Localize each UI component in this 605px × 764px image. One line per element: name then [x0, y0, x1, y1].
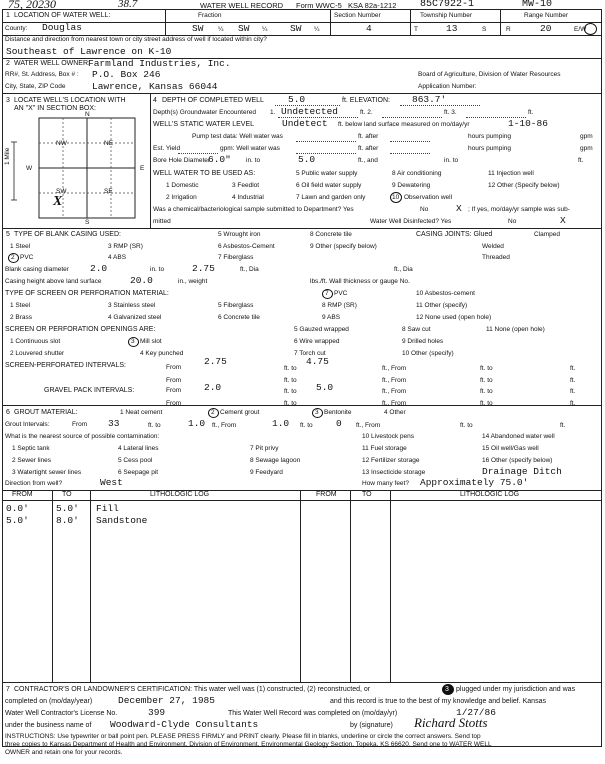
location-x-mark: X: [53, 194, 63, 209]
owner-label: WATER WELL OWNER:: [14, 60, 90, 67]
business-label: under the business name of: [5, 722, 92, 729]
form-number: Form WWC-5: [296, 1, 342, 10]
height-label: Casing height above land surface: [5, 278, 102, 285]
svg-text:ft. to: ft. to: [148, 422, 161, 428]
src-lagoon: 8 Sewage lagoon: [250, 457, 301, 464]
casing-welded: Welded: [482, 243, 504, 250]
south-label: S: [85, 219, 90, 226]
casing-fiberglass: 7 Fiberglass: [218, 254, 254, 261]
section7-number: 7: [6, 686, 10, 693]
screen-label: TYPE OF SCREEN OR PERFORATION MATERIAL:: [5, 290, 169, 297]
gw-ft3: ft. 3.: [444, 109, 457, 116]
table-row: 5.0': [6, 515, 29, 526]
diam-to-value: 2.75: [192, 263, 215, 274]
gp-label: GRAVEL PACK INTERVALS:: [44, 387, 135, 394]
township-label: Township Number: [420, 12, 473, 19]
screen-pvc: PVC: [334, 290, 348, 297]
range-ew: E/W: [574, 26, 587, 33]
west-label: W: [26, 165, 33, 172]
height-lbs: lbs./ft. Wall thickness or gauge No.: [310, 278, 410, 285]
src-pit: 7 Pit privy: [250, 445, 279, 452]
height-value: 20.0: [130, 275, 153, 286]
disinfected-no-mark: X: [560, 215, 566, 226]
elevation-value: 863.7': [412, 94, 447, 105]
screen-concrete: 6 Concrete tile: [218, 314, 260, 321]
height-tail: in., weight: [178, 278, 208, 285]
src-septic: 1 Septic tank: [12, 445, 50, 452]
casing-steel: 1 Steel: [10, 243, 31, 250]
screen-none: 12 None used (open hole): [416, 314, 492, 321]
screen-steel: 1 Steel: [10, 302, 31, 309]
diam-ft-dia-2: ft., Dia: [394, 266, 413, 273]
src-livestock: 10 Livestock pens: [362, 433, 415, 440]
quarter-symbol-2: ¼: [262, 26, 268, 33]
openings-saw: 8 Saw cut: [402, 326, 431, 333]
interval-rules: [160, 360, 600, 410]
casing-pvc-num: 2: [11, 254, 15, 261]
casing-concrete: 8 Concrete tile: [310, 231, 352, 238]
bore-label: Bore Hole Diameter: [153, 157, 211, 164]
city-label: City, State, ZIP Code: [5, 83, 66, 90]
section3-label-1: LOCATE WELL'S LOCATION WITH: [14, 97, 126, 104]
svg-text:ft. to: ft. to: [480, 377, 493, 384]
grout-from-value: 33: [108, 418, 120, 429]
log-header-to: TO: [62, 491, 72, 498]
grout-intervals-label: Grout Intervals:: [5, 421, 50, 428]
svg-text:ft. to: ft. to: [480, 365, 493, 372]
screen-pvc-num: 7: [325, 290, 329, 297]
src-seepage: 6 Seepage pit: [118, 469, 159, 476]
svg-text:ft. to: ft. to: [480, 388, 493, 395]
chem-no-mark: X: [456, 203, 462, 214]
use-domestic: 1 Domestic: [166, 182, 199, 189]
township-s: S: [482, 26, 487, 33]
openings-key: 4 Key punched: [140, 350, 184, 357]
pump-after: ft. after: [358, 133, 379, 140]
openings-other: 10 Other (specify): [402, 350, 454, 357]
openings-gauzed: 5 Gauzed wrapped: [294, 326, 349, 333]
sp-label: SCREEN-PERFORATED INTERVALS:: [5, 362, 126, 369]
screen-abs: 9 ABS: [322, 314, 341, 321]
src-other: 16 Other (specify below): [482, 457, 553, 464]
section-number: 4: [366, 23, 372, 34]
static-value: Undetect: [282, 118, 328, 129]
nw-label: NW: [56, 140, 67, 147]
grout-cement-num: 2: [211, 409, 215, 416]
log-header-from: FROM: [12, 491, 33, 498]
src-feedyard: 9 Feedyard: [250, 469, 283, 476]
ft-elevation-label: ft. ELEVATION:: [342, 97, 390, 104]
sp-from-value: 2.75: [204, 356, 227, 367]
screen-galvanized: 4 Galvanized steel: [108, 314, 162, 321]
section3-number: 3: [6, 97, 10, 104]
section-number-label: Section Number: [334, 12, 381, 19]
yield-gpm-unit: gpm: [580, 145, 593, 152]
svg-text:ft. to: ft. to: [480, 400, 493, 407]
openings-drilled: 9 Drilled holes: [402, 338, 444, 345]
quarter-symbol-3: ¼: [314, 26, 320, 33]
grout-other: 4 Other: [384, 409, 406, 416]
grout-to2-value: 0: [336, 418, 342, 429]
city-value: Lawrence, Kansas 66044: [92, 81, 218, 92]
distance-label: Distance and direction from nearest town or city street address of well if located within city?: [5, 36, 267, 43]
svg-text:ft., From: ft., From: [382, 400, 407, 407]
grout-label: GROUT MATERIAL:: [14, 409, 78, 416]
grout-from2-value: 1.0: [272, 418, 290, 429]
gw-label: Depth(s) Groundwater Encountered: [153, 109, 256, 116]
sp-to-value: 4.75: [306, 356, 329, 367]
casing-other: 9 Other (specify below): [310, 243, 377, 250]
diam-ft-dia: ft., Dia: [240, 266, 259, 273]
quarter-2: SW: [238, 23, 250, 34]
instructions-2: three copies to Kansas Department of Health and Environment, Division of Environment, Environmental Geology Section, Topeka, KS 66620. Send one to WATER WELL: [5, 741, 492, 748]
well-id: MW-10: [522, 0, 553, 10]
casing-clamped: Clamped: [534, 231, 561, 238]
gp-from-label: From: [166, 387, 182, 394]
table-row: Fill: [96, 503, 119, 514]
gp-from-value: 2.0: [204, 382, 222, 393]
svg-text:ft. to: ft. to: [284, 377, 297, 384]
src-fuel: 11 Fuel storage: [362, 445, 407, 452]
range-value: 20: [540, 23, 552, 34]
use-label: WELL WATER TO BE USED AS:: [153, 170, 256, 177]
project-number: 85C7922-1: [420, 0, 475, 10]
section1-number: 1: [6, 12, 10, 19]
table-row: 8.0': [56, 515, 79, 526]
src-cess: 5 Cess pool: [118, 457, 153, 464]
completed2-value: 1/27/86: [456, 707, 496, 718]
section3-label-2: AN "X" IN SECTION BOX:: [14, 105, 96, 112]
yield-label: Est. Yield: [153, 145, 181, 152]
src-abandoned: 14 Abandoned water well: [482, 433, 555, 440]
use-feedlot: 3 Feedlot: [232, 182, 260, 189]
grout-to-value: 1.0: [188, 418, 206, 429]
ew-circle: [584, 23, 597, 35]
screen-fiberglass: 5 Fiberglass: [218, 302, 254, 309]
use-injection: 11 Injection well: [488, 170, 534, 177]
grout-bentonite-num: 3: [315, 409, 319, 416]
mile-label: 1 Mile: [4, 147, 11, 165]
openings-torch: 7 Torch cut: [294, 350, 326, 357]
gw-1-value: Undetected: [281, 106, 339, 117]
static-tail: ft. below land surface measured on mo/day/yr: [338, 121, 470, 128]
signature: Richard Stotts: [414, 715, 488, 730]
section-grid: [0, 112, 150, 232]
src-lateral: 4 Lateral lines: [118, 445, 159, 452]
src-oilgas: 15 Oil well/Gas well: [482, 445, 539, 452]
use-public: 5 Public water supply: [296, 170, 358, 177]
openings-mill-num: 3: [131, 338, 135, 345]
se-label: SE: [104, 188, 113, 195]
casing-label: TYPE OF BLANK CASING USED:: [14, 231, 121, 238]
use-oilfield: 6 Oil field water supply: [296, 182, 362, 189]
range-label: Range Number: [524, 12, 569, 19]
casing-joints: CASING JOINTS: Glued: [416, 231, 493, 238]
handwritten-sec: 38.7: [118, 0, 138, 10]
screen-other: 11 Other (specify): [416, 302, 468, 309]
svg-text:ft., From: ft., From: [382, 377, 407, 384]
screen-brass: 2 Brass: [10, 314, 33, 321]
source-label: What is the nearest source of possible contamination:: [5, 433, 160, 440]
county-label: County:: [5, 25, 28, 32]
gw-ft: ft.: [528, 109, 534, 116]
instructions-1: INSTRUCTIONS: Use typewriter or ball point pen. PLEASE PRESS FIRMLY and PRINT clearly. Please fill in blanks, underline or circle the correct answers. Send top: [5, 733, 481, 740]
log-header-lith-2: LITHOLOGIC LOG: [460, 491, 520, 498]
diam-in-to: in. to: [150, 266, 165, 273]
gp-to-value: 5.0: [316, 382, 334, 393]
openings-label: SCREEN OR PERFORATION OPENINGS ARE:: [5, 326, 156, 333]
address-label: RR#, St. Address, Box # :: [5, 71, 79, 78]
svg-text:ft.: ft.: [560, 422, 566, 428]
log-header-to-2: TO: [362, 491, 372, 498]
grout-from-label: From: [72, 421, 88, 428]
signature-label: by (signature): [350, 722, 393, 729]
form-title: WATER WELL RECORD: [200, 1, 284, 10]
chem-no: No: [420, 206, 429, 213]
quarter-symbol-1: ¼: [218, 26, 224, 33]
casing-wrought: 5 Wrought iron: [218, 231, 261, 238]
license-value: 399: [148, 707, 166, 718]
grout-cement: Cement grout: [220, 409, 260, 416]
disinfected-no: No: [508, 218, 517, 225]
screen-stainless: 3 Stainless steel: [108, 302, 156, 309]
pump-gpm: gpm: [580, 133, 593, 140]
ksa-ref: KSA 82a-1212: [348, 1, 397, 10]
north-label: N: [85, 111, 90, 118]
direction-label: Direction from well?: [5, 480, 63, 487]
svg-text:ft. to: ft. to: [284, 388, 297, 395]
static-date: 1-10-86: [508, 118, 548, 129]
openings-none: 11 None (open hole): [486, 326, 545, 333]
static-label: WELL'S STATIC WATER LEVEL: [153, 121, 255, 128]
grout-neat: 1 Neat cement: [120, 409, 163, 416]
section4-number: 4: [153, 97, 157, 104]
yield-after: ft. after: [358, 145, 379, 152]
svg-text:ft. to: ft. to: [284, 365, 297, 372]
grout-bentonite: Bentonite: [324, 409, 352, 416]
openings-wire: 6 Wire wrapped: [294, 338, 340, 345]
svg-text:From: From: [166, 400, 182, 407]
chem-label: Was a chemical/bacteriological sample submitted to Department? Yes: [153, 206, 354, 213]
distance-value: Southeast of Lawrence on K-10: [6, 46, 172, 57]
casing-asbestos: 6 Asbestos-Cement: [218, 243, 275, 250]
svg-text:ft., From: ft., From: [356, 422, 381, 428]
disinfected-label: Water Well Disinfected? Yes: [370, 218, 452, 225]
src-fertilizer: 12 Fertilizer storage: [362, 457, 420, 464]
county-value: Douglas: [42, 22, 82, 33]
use-dewatering: 9 Dewatering: [392, 182, 431, 189]
pump-label: Pump test data: Well water was: [192, 133, 283, 140]
svg-text:ft., From: ft., From: [382, 365, 407, 372]
openings-louvered: 2 Louvered shutter: [10, 350, 65, 357]
svg-text:From: From: [166, 377, 182, 384]
address-value: P.O. Box 246: [92, 69, 161, 80]
diam-label: Blank casing diameter: [5, 266, 69, 273]
cert-num: 3: [445, 686, 449, 693]
casing-threaded: Threaded: [482, 254, 510, 261]
how-many-value: Approximately 75.0': [420, 477, 529, 488]
section5-number: 5: [6, 231, 10, 238]
handwritten-id: 75, 20230: [8, 0, 56, 11]
township-value: 13: [446, 23, 458, 34]
sp-from-label: From: [166, 364, 182, 371]
township-t: T: [414, 26, 418, 33]
log-header-lith: LITHOLOGIC LOG: [150, 491, 210, 498]
svg-text:ft.: ft.: [570, 400, 576, 407]
completed-value: December 27, 1985: [118, 695, 215, 706]
cert-tail: plugged under my jurisdiction and was: [456, 686, 576, 693]
use-air: 8 Air conditioning: [392, 170, 442, 177]
pump-hours: hours pumping: [468, 133, 511, 140]
bore-in-to: in. to: [444, 157, 459, 164]
svg-text:ft., From: ft., From: [212, 422, 237, 428]
screen-asbestos: 10 Asbestos-cement: [416, 290, 475, 297]
depth-value: 5.0: [288, 94, 306, 105]
gw-ft2: ft. 2.: [360, 109, 373, 116]
true-text: and this record is true to the best of my knowledge and belief. Kansas: [330, 698, 546, 705]
svg-text:ft. to: ft. to: [300, 422, 313, 428]
grout-rules: [100, 416, 600, 428]
use-observation: Observation well: [404, 194, 453, 201]
svg-text:ft.: ft.: [570, 365, 576, 372]
use-lawn: 7 Lawn and garden only: [296, 194, 366, 201]
application-label: Application Number:: [418, 83, 477, 90]
src-other-value: Drainage Ditch: [482, 466, 562, 477]
table-row: 0.0': [6, 503, 29, 514]
casing-rmp: 3 RMP (SR): [108, 243, 143, 250]
openings-mill: Mill slot: [140, 338, 162, 345]
log-header-from-2: FROM: [316, 491, 337, 498]
completed-label: completed on (mo/day/year): [5, 698, 93, 705]
completed2-label: This Water Well Record was completed on (mo/day/yr): [228, 710, 398, 717]
quarter-1: SW: [192, 23, 204, 34]
license-label: Water Well Contractor's License No.: [5, 710, 118, 717]
use-industrial: 4 Industrial: [232, 194, 264, 201]
fraction-label: Fraction: [198, 12, 222, 19]
bore-to: in. to: [246, 157, 261, 164]
chem-tail: ; If yes, mo/day/yr sample was sub-: [468, 206, 570, 213]
bore-to-value: 5.0: [298, 154, 316, 165]
use-num-10: 10: [392, 194, 400, 201]
board-label: Board of Agriculture, Division of Water Resources: [418, 71, 561, 78]
instructions-3: OWNER and retain one for your records.: [5, 749, 123, 756]
screen-rmp: 8 RMP (SR): [322, 302, 357, 309]
casing-pvc: PVC: [20, 254, 34, 261]
src-sewer: 2 Sewer lines: [12, 457, 52, 464]
chem-mitted: mitted: [153, 218, 171, 225]
ne-label: NE: [104, 140, 114, 147]
yield-gpm: gpm: Well water was: [220, 145, 280, 152]
use-irrigation: 2 Irrigation: [166, 194, 197, 201]
table-row: Sandstone: [96, 515, 148, 526]
range-r: R: [506, 26, 511, 33]
openings-continuous: 1 Continuous slot: [10, 338, 61, 345]
section1-label: LOCATION OF WATER WELL:: [14, 12, 111, 19]
casing-abs: 4 ABS: [108, 254, 127, 261]
table-row: 5.0': [56, 503, 79, 514]
section6-number: 6: [6, 409, 10, 416]
src-insecticide: 13 Insecticide storage: [362, 469, 426, 476]
gw-1-num: 1.: [270, 109, 276, 116]
yield-hours: hours pumping: [468, 145, 511, 152]
business-value: Woodward-Clyde Consultants: [110, 719, 259, 730]
use-other: 12 Other (Specify below): [488, 182, 560, 189]
bore-ft: ft.: [578, 157, 584, 164]
svg-text:ft. to: ft. to: [284, 400, 297, 407]
diam-value: 2.0: [90, 263, 108, 274]
bore-ft-and: ft., and: [358, 157, 378, 164]
direction-value: West: [100, 477, 123, 488]
sw-label: SW: [56, 188, 67, 195]
cert-text: CONTRACTOR'S OR LANDOWNER'S CERTIFICATION: This water well was (1) constructed, (2) reconstructed, or: [14, 686, 371, 693]
bore-value: 6.0": [208, 154, 231, 165]
svg-text:ft. to: ft. to: [460, 422, 473, 428]
svg-text:ft.: ft.: [570, 388, 576, 395]
src-watertight: 3 Watertight sewer lines: [12, 469, 82, 476]
quarter-3: SW: [290, 23, 302, 34]
how-many-label: How many feet?: [362, 480, 409, 487]
svg-text:ft., From: ft., From: [382, 388, 407, 395]
section2-number: 2: [6, 60, 10, 67]
svg-text:ft.: ft.: [570, 377, 576, 384]
depth-label: DEPTH OF COMPLETED WELL: [162, 97, 264, 104]
east-label: E: [140, 165, 145, 172]
owner-value: Farmland Industries, Inc.: [88, 58, 231, 69]
